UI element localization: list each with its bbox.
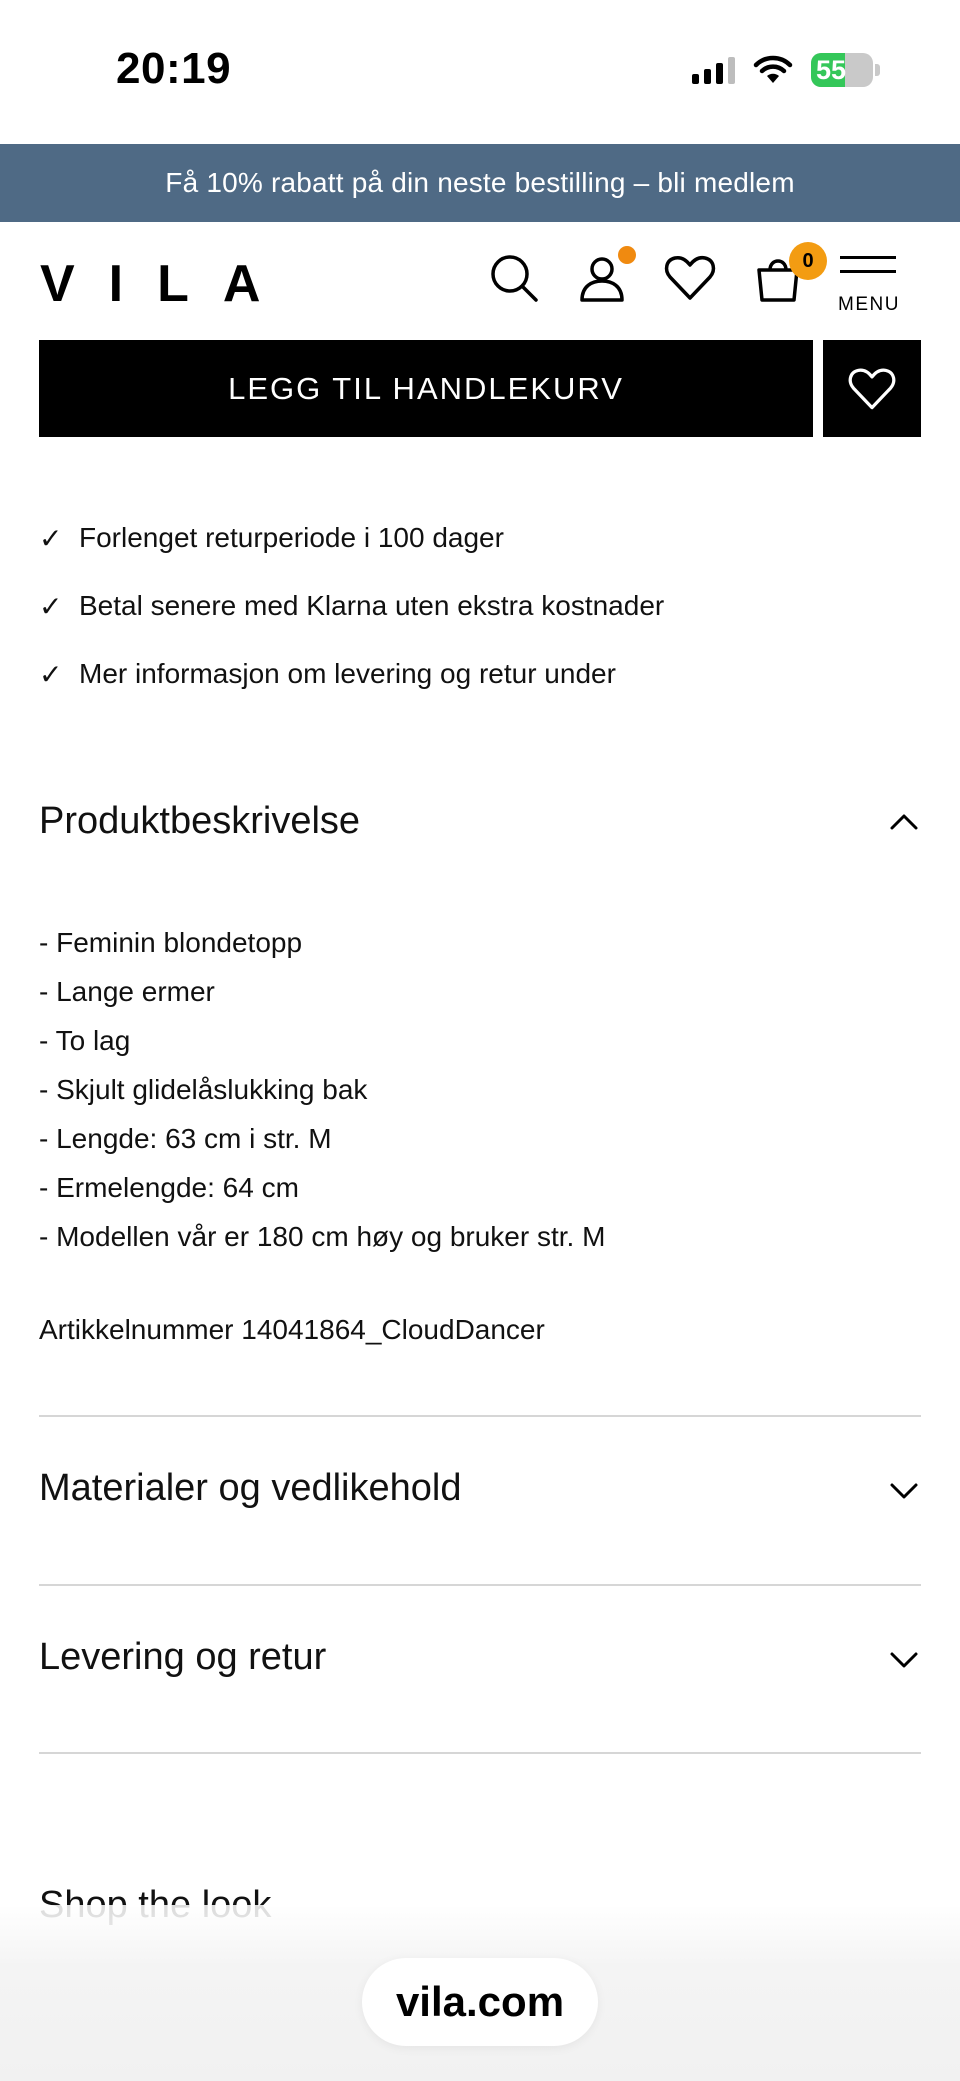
description-line: - Modellen vår er 180 cm høy og bruker str. M xyxy=(39,1221,606,1252)
browser-url: vila.com xyxy=(395,1978,565,2025)
check-icon: ✓ xyxy=(39,658,63,690)
divider xyxy=(39,1752,921,1754)
chevron-up-icon[interactable] xyxy=(888,806,920,838)
divider xyxy=(39,1415,921,1417)
heart-icon xyxy=(846,363,898,415)
check-icon: ✓ xyxy=(39,522,63,554)
divider xyxy=(39,1584,921,1586)
article-number: Artikkelnummer 14041864_CloudDancer xyxy=(39,1314,545,1345)
usp-list xyxy=(39,504,919,708)
product-description xyxy=(39,918,919,1261)
site-header xyxy=(0,222,960,340)
usp-item xyxy=(39,572,919,640)
cellular-signal-icon xyxy=(692,56,735,84)
usp-text: Betal senere med Klarna uten ekstra kostnader xyxy=(79,590,665,621)
menu-line-icon xyxy=(840,270,896,273)
status-time: 20:19 xyxy=(116,44,232,93)
cart-count-badge: 0 xyxy=(789,242,827,280)
check-icon: ✓ xyxy=(39,590,63,622)
promo-text: Få 10% rabatt på din neste bestilling – bli medlem xyxy=(165,167,795,198)
menu-line-icon xyxy=(840,256,896,259)
usp-text: Forlenget returperiode i 100 dager xyxy=(79,522,504,553)
accordion-materials-title: Materialer og vedlikehold xyxy=(39,1467,462,1509)
browser-url-pill[interactable] xyxy=(362,1958,598,2046)
add-to-cart-label: LEGG TIL HANDLEKURV xyxy=(228,370,624,406)
vila-logo[interactable]: VILA xyxy=(40,255,295,313)
description-line: - Lengde: 63 cm i str. M xyxy=(39,1123,332,1154)
menu-label: MENU xyxy=(838,294,900,315)
status-icons xyxy=(692,52,880,88)
description-line: - To lag xyxy=(39,1025,131,1056)
accordion-description-title: Produktbeskrivelse xyxy=(39,800,361,842)
description-line: - Feminin blondetopp xyxy=(39,927,303,958)
wifi-icon xyxy=(753,55,793,85)
add-to-cart-button[interactable] xyxy=(39,340,813,437)
promo-banner[interactable] xyxy=(0,144,960,222)
account-notification-dot xyxy=(618,246,636,264)
add-to-wishlist-button[interactable] xyxy=(823,340,921,437)
chevron-down-icon[interactable] xyxy=(888,1475,920,1507)
battery-level: 55 xyxy=(816,54,847,85)
description-line: - Lange ermer xyxy=(39,976,215,1007)
battery-icon xyxy=(811,53,873,87)
heart-icon[interactable] xyxy=(662,250,718,306)
status-bar xyxy=(0,0,960,144)
search-icon[interactable] xyxy=(486,250,542,306)
menu-button[interactable] xyxy=(838,256,900,316)
accordion-delivery-title: Levering og retur xyxy=(39,1636,327,1678)
description-line: - Skjult glidelåslukking bak xyxy=(39,1074,368,1105)
usp-item xyxy=(39,640,919,708)
chevron-down-icon[interactable] xyxy=(888,1644,920,1676)
description-line: - Ermelengde: 64 cm xyxy=(39,1172,299,1203)
usp-item xyxy=(39,504,919,572)
usp-text: Mer informasjon om levering og retur under xyxy=(79,658,616,689)
